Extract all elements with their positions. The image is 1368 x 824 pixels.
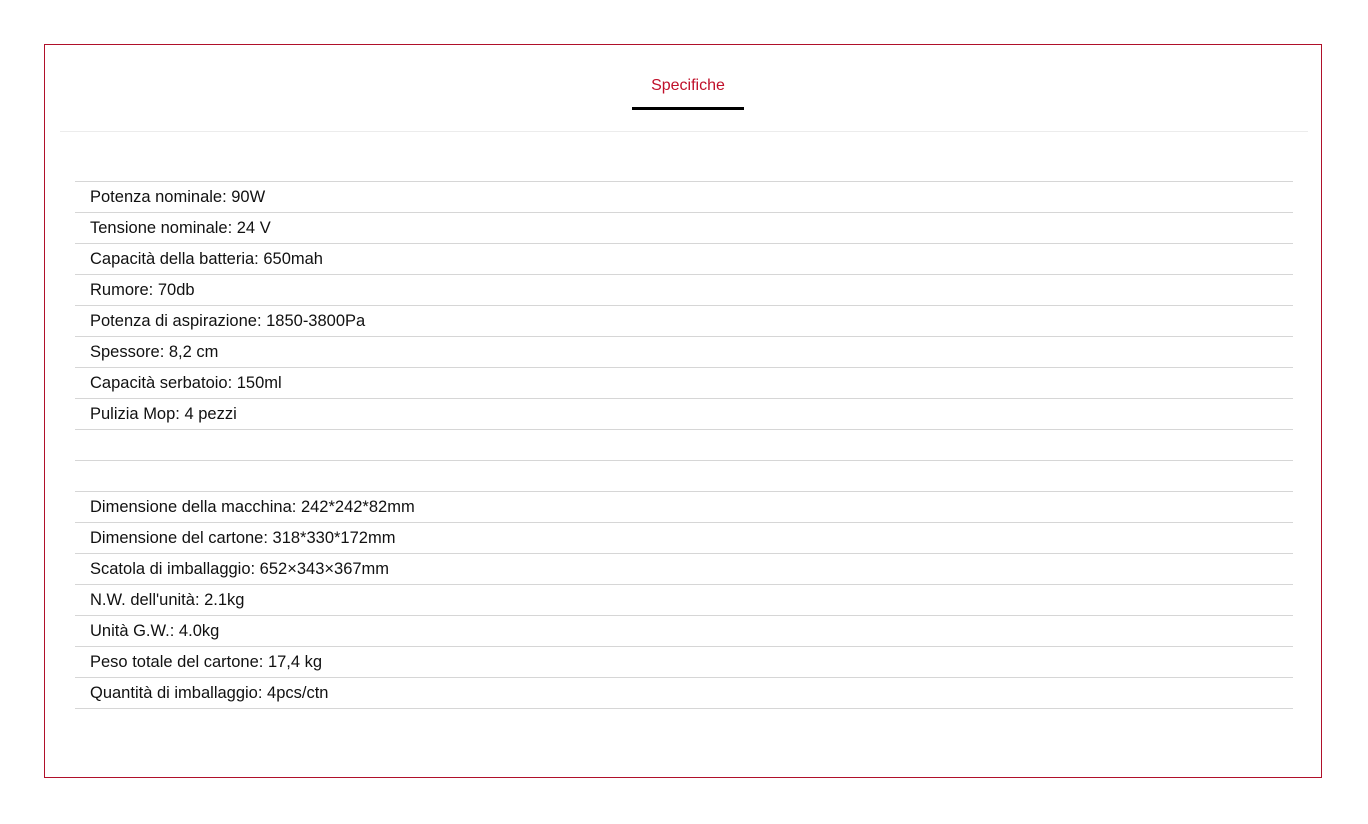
table-row: Potenza di aspirazione: 1850-3800Pa: [75, 306, 1293, 337]
table-row: Quantità di imballaggio: 4pcs/ctn: [75, 678, 1293, 709]
table-row: Pulizia Mop: 4 pezzi: [75, 399, 1293, 430]
empty-table-row: [75, 461, 1293, 492]
table-row: Dimensione del cartone: 318*330*172mm: [75, 523, 1293, 554]
product-details-panel: [44, 44, 1322, 778]
table-row: Unità G.W.: 4.0kg: [75, 616, 1293, 647]
table-row: Rumore: 70db: [75, 275, 1293, 306]
table-row: Capacità serbatoio: 150ml: [75, 368, 1293, 399]
table-row: Capacità della batteria: 650mah: [75, 244, 1293, 275]
table-row: N.W. dell'unità: 2.1kg: [75, 585, 1293, 616]
empty-table-row: [75, 430, 1293, 461]
table-row: Scatola di imballaggio: 652×343×367mm: [75, 554, 1293, 585]
table-row: Dimensione della macchina: 242*242*82mm: [75, 492, 1293, 523]
specifications-table: [75, 181, 1293, 709]
table-row: Peso totale del cartone: 17,4 kg: [75, 647, 1293, 678]
table-row: Tensione nominale: 24 V: [75, 213, 1293, 244]
tab-specifiche[interactable]: Specifiche: [632, 74, 744, 110]
tab-bar: [60, 45, 1308, 132]
table-row: Potenza nominale: 90W: [75, 182, 1293, 213]
table-row: Spessore: 8,2 cm: [75, 337, 1293, 368]
